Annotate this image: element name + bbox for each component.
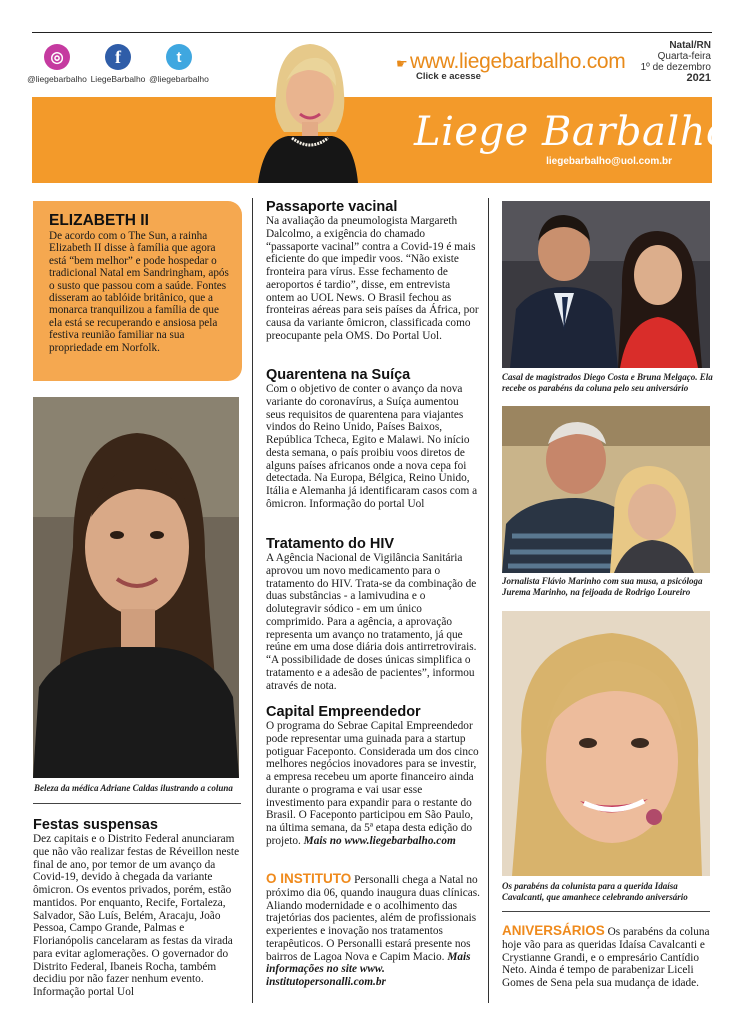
top-rule (32, 32, 712, 33)
article-hiv (266, 536, 480, 692)
photo-adriane-caption: Beleza da médica Adriane Caldas ilustrando a coluna (34, 783, 233, 793)
photo-idaisa (502, 611, 710, 876)
instituto-lead: O INSTITUTO (266, 871, 352, 886)
city: Natal/RN (669, 40, 711, 51)
article-quarentena (266, 367, 480, 511)
twitter-handle: @liegebarbalho (149, 74, 209, 84)
caption-rule-right (502, 911, 710, 912)
site-link[interactable] (396, 50, 636, 82)
photo-idaisa-caption: Os parabéns da colunista para a querida Idaísa Cavalcanti, que amanhece celebrando aniversário (502, 881, 688, 902)
article-passaporte (266, 199, 480, 343)
festas-body: Dez capitais e o Distrito Federal anunciaram que não vão realizar festas de Réveillon neste final de ano, por temor de um avanço da Covid-19, devido à chegada da variante ômicron. Os eventos privados, porém, estão mantidos. Por enquanto, Recife, Fortaleza, Salvador, São Luís, Belém, Aracaju, João Pessoa, Campo Grande, Palmas e Florianópolis cancelaram as festas da virada para evitar aglomerações. O governador do Distrito Federal, Ibaneis Rocha, também decidiu por não fazer nenhum evento. Informação portal Uol (33, 833, 240, 998)
article-aniversarios (502, 925, 714, 990)
article-instituto (266, 873, 480, 989)
twitter-icon[interactable]: t (166, 44, 192, 70)
date: 1º de dezembro (640, 62, 711, 73)
photo-flavio-jurema (502, 406, 710, 573)
facebook-icon[interactable]: f (105, 44, 131, 70)
column-title: Liege Barbalho (414, 109, 731, 155)
hand-pointer-icon: ☛ (396, 56, 408, 71)
click-label: Click e acesse (416, 71, 481, 82)
festas-title: Festas suspensas (33, 817, 158, 833)
hiv-body: A Agência Nacional de Vigilância Sanitária aprovou um novo medicamento para o tratamento do HIV. Trata-se da combinação de duas substâncias - a lamivudina e o dolutegravir sódico - em um único comprimido. Para a agência, a aprovação representa um avanço no tratamento, já que reúne em uma dose diária dois antirretrovirais. “A possibilidade de doses únicas simplifica o tratamento e a adesão de pacientes”, informou através de nota. (266, 552, 477, 692)
column-divider-right (488, 198, 489, 1003)
elizabeth-box (33, 201, 242, 381)
date-block (641, 40, 711, 84)
instagram-handle: @liegebarbalho (27, 74, 87, 84)
aniversarios-body: Os parabéns da coluna hoje vão para as queridas Idaísa Cavalcanti e Crystianne Grandi, e o empresário Cantídio Neto. Ainda é tempo de parabenizar Liceli Gomes de Sena pela sua mudança de idade. (502, 926, 710, 989)
photo-couple-caption: Casal de magistrados Diego Costa e Bruna Melgaço. Ela recebe os parabéns da coluna pelo seu aniversário (502, 372, 713, 393)
column-email[interactable]: liegebarbalho@uol.com.br (546, 156, 672, 167)
columnist-portrait (258, 36, 358, 183)
quarentena-body: Com o objetivo de conter o avanço da nova variante do coronavírus, a Suíça aumentou seus requisitos de quarentena para viajantes vindos do Reino Unido, Países Baixos, República Tcheca, Egito e Malawi. No início desta semana, o país proibiu voos diretos de alguns países africanos onde a nova cepa foi detectada. Na Europa, Bélgica, Reino Unido, Itália e Alemanha já identificaram casos com a ômicron. Informação do portal Uol (266, 383, 478, 510)
weekday: Quarta-feira (657, 51, 711, 62)
photo-couple-diego-bruna (502, 201, 710, 368)
quarentena-title: Quarentena na Suíça (266, 367, 411, 383)
header-banner (32, 97, 731, 183)
column-divider-left (252, 198, 253, 1003)
article-capital (266, 704, 480, 848)
elizabeth-title: ELIZABETH II (49, 212, 149, 229)
passaporte-title: Passaporte vacinal (266, 199, 398, 215)
caption-rule (33, 803, 241, 804)
facebook-handle: LiegeBarbalho (90, 74, 146, 84)
hiv-title: Tratamento do HIV (266, 536, 395, 552)
capital-body: O programa do Sebrae Capital Empreendedor pode representar uma guinada para a startup potiguar Faceponto. Considerada um dos cinco melhores negócios inovadores para se investir, a empresa recebeu um aporte financeiro ainda durante o programa e vai usar esse investimento para expandir para o restante do Brasil. O Faceponto participou em São Paulo, na última semana, da 5ª etapa desta edição do projeto. (266, 720, 479, 847)
article-festas (33, 817, 243, 999)
year: 2021 (686, 72, 711, 84)
instituto-more-link[interactable]: Mais informações no site www. institutopersonalli.com.br (266, 950, 471, 988)
instagram-icon[interactable]: ◎ (44, 44, 70, 70)
photo-flavio-caption: Jornalista Flávio Marinho com sua musa, a psicóloga Jurema Marinho, na feijoada de Rodrigo Loureiro (502, 576, 703, 597)
social-twitter[interactable] (139, 44, 219, 84)
aniversarios-lead: ANIVERSÁRIOS (502, 923, 605, 938)
passaporte-body: Na avaliação da pneumologista Margareth Dalcolmo, a exigência do chamado “passaporte vacinal” contra a Covid-19 é mais eficiente do que impedir voos. “Não existe fronteira para vírus. Esse fechamento de aeroportos é tardio”, disse, em entrevista ontem ao UOL News. O Brasil fechou as fronteiras aéreas para seis países da África, por causa da variante ômicron, classificada como preocupante pela OMS. Do Portal Uol. (266, 215, 479, 342)
elizabeth-body: De acordo com o The Sun, a rainha Elizabeth II disse à família que agora está “bem melhor” e pode hospedar o tradicional Natal em Sandringham, após o susto que passou com a saúde. Fontes disseram ao tablóide britânico, que a monarca tranquilizou a família de que ela está se recuperando e ansiosa pela festiva reunião familiar na sua propriedade em Norfolk. (49, 230, 229, 354)
photo-adriane (33, 397, 239, 778)
instituto-body: Personalli chega a Natal no próximo dia 06, quando inaugura duas clínicas. Aliando modernidade e o acolhimento das trajetórias dos pacientes, além de profissionais experientes e inovação nos tratamentos terapêuticos. O Personalli estará presente nos bairros de Lagoa Nova e Capim Macio. (266, 874, 480, 963)
site-url[interactable]: www.liegebarbalho.com (410, 50, 626, 73)
capital-title: Capital Empreendedor (266, 704, 421, 720)
capital-more-link[interactable]: Mais no www.liegebarbalho.com (303, 834, 456, 847)
